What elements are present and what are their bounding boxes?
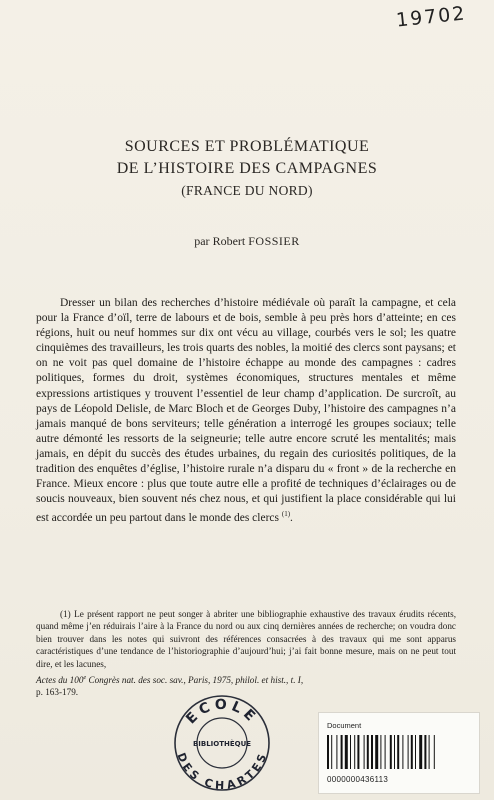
- handwritten-shelfmark: 19702: [394, 2, 467, 32]
- citation-rest: Congrès nat. des soc. sav., Paris, 1975, philol. et hist., t. I,: [86, 675, 304, 686]
- citation-sup: e: [83, 675, 87, 681]
- barcode-image: [327, 735, 471, 769]
- citation-title: Actes du 100: [36, 675, 84, 686]
- title-line-2: DE L’HISTOIRE DES CAMPAGNES: [116, 160, 378, 177]
- body-text-main: Dresser un bilan des recherches d’histoire médiévale où paraît la campagne, et cela pour la France d’oïl, terre de labours et de bois, semble à peu près hors d’atteinte; en ces régions, huit ou neuf hommes sur dix ont vécu au village, courbés vers le sol; les quatre cinquièmes des travailleurs, les trois quarts des nobles, la moitié des clercs sont paysans; et on ne voit pas quel domaine de l’histoire échappe au monde des campagnes : cadres politiques, formes du droit, systèmes économiques, structures mentales et même expressions artistiques y trouvent l’essentiel de leur champ d’application. De surcroît, au pays de Léopold Delisle, de Marc Bloch et de Georges Duby, l’histoire des campagnes n’a jamais manqué de bons serviteurs; telle génération a interrogé les groupes sociaux; telle autre démonté les ressorts de la seigneurie; telle autre encore scruté les mentalités; mais jamais, en dépit du succès des études urbaines, du regain des curiosités politiques, de la tradition des enquêtes d’église, l’histoire rurale n’a disparu du « front » de la recherche en France. Mieux encore : plus que toute autre elle a profité de techniques d’éclairages ou de soucis nouveaux, bien souvent nés chez nous, et qui justifient la place considérable qui lui est accordée un peu partout dans le monde des clercs: [36, 297, 456, 525]
- barcode-label: [318, 712, 480, 794]
- title-line-1: SOURCES ET PROBLÉMATIQUE: [124, 138, 370, 155]
- author-prefix: par: [194, 234, 210, 248]
- note-reference: (1): [281, 510, 291, 519]
- citation-pages: p. 163-179.: [36, 687, 79, 698]
- footnote: [36, 608, 456, 670]
- svg-text:ECOLE: [183, 697, 261, 727]
- stamp-bottom-text: DES CHARTES: [174, 751, 270, 793]
- body-text-end: .: [290, 512, 293, 525]
- library-stamp: [170, 693, 274, 793]
- svg-text:DES CHARTES: [174, 751, 269, 792]
- stamp-top-text: ECOLE: [183, 696, 261, 728]
- article-title: [0, 136, 494, 202]
- barcode-doc-label: Document: [327, 721, 362, 730]
- body-paragraph: [36, 296, 456, 526]
- author-firstname: Robert: [212, 234, 246, 248]
- stamp-middle-text: BIBLIOTHÈQUE: [192, 740, 252, 748]
- barcode-number: 0000000436113: [327, 775, 389, 784]
- title-line-3: (FRANCE DU NORD): [181, 183, 313, 198]
- author-line: [0, 234, 494, 249]
- footnote-text: (1) Le présent rapport ne peut songer à abriter une bibliographie exhaustive des travaux érudits récents, quand même j’en réduirais l’aire à la France du nord ou aux cinq dernières années de recherche; on voudra donc bien trouver dans les notes qui suivront des références consacrées à des travaux qui me sont apparus caractéristiques d’une tendance de l’historiographie d’aujourd’hui; j’ai fait bonne mesure, mais on ne peut tout dire, et les lacunes,: [36, 609, 456, 669]
- author-surname: FOSSIER: [248, 234, 300, 248]
